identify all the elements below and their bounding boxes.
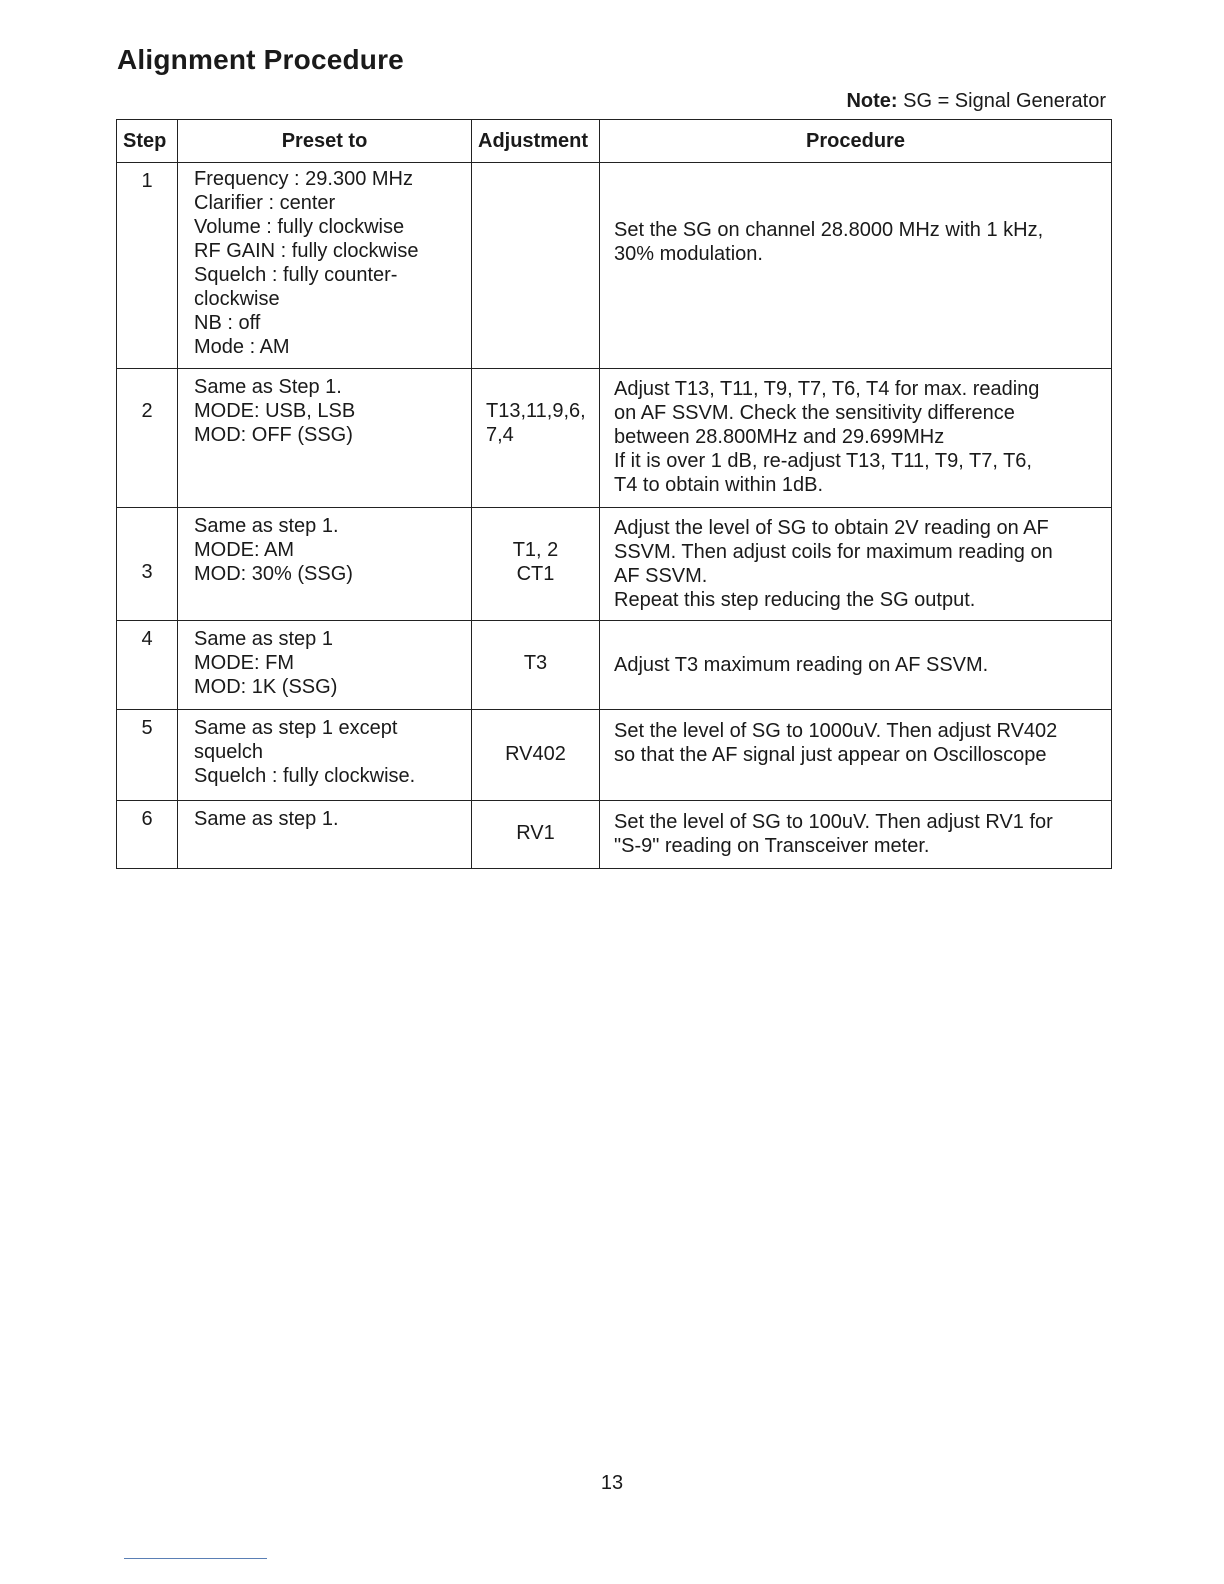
procedure-line: 30% modulation. [614, 243, 763, 265]
step-number: 4 [141, 628, 153, 650]
step-cell [117, 508, 178, 621]
preset-line: Squelch : fully counter- [194, 264, 398, 286]
procedure-line: Adjust the level of SG to obtain 2V reading on AF [614, 517, 1049, 539]
preset-line: Same as step 1. [194, 808, 339, 830]
preset-line: Same as step 1 [194, 628, 333, 650]
preset-line: Clarifier : center [194, 192, 336, 214]
preset-line: Frequency : 29.300 MHz [194, 168, 413, 190]
header-adjustment: Adjustment [472, 120, 600, 163]
step-number: 6 [141, 808, 153, 830]
procedure-line: SSVM. Then adjust coils for maximum reading on [614, 541, 1053, 563]
procedure-cell [600, 710, 1112, 801]
preset-line: MOD: 30% (SSG) [194, 563, 353, 585]
table-row [117, 801, 1112, 869]
preset-cell [178, 508, 472, 621]
preset-line: NB : off [194, 312, 261, 334]
note-label: Note: [846, 90, 898, 112]
note-text: SG = Signal Generator [903, 90, 1106, 112]
procedure-line: Set the level of SG to 1000uV. Then adjust RV402 [614, 720, 1058, 742]
step-cell [117, 369, 178, 508]
preset-line: Mode : AM [194, 336, 290, 358]
step-number: 3 [141, 561, 153, 583]
step-number: 5 [141, 717, 153, 739]
preset-line: Same as step 1 except [194, 717, 398, 739]
adjustment-line: 7,4 [486, 424, 514, 446]
table-row [117, 163, 1112, 369]
page-title: Alignment Procedure [117, 44, 404, 75]
adjustment-cell [472, 710, 600, 801]
procedure-line: so that the AF signal just appear on Oscilloscope [614, 744, 1047, 766]
procedure-line: If it is over 1 dB, re-adjust T13, T11, T9, T7, T6, [614, 450, 1032, 472]
preset-cell [178, 801, 472, 869]
preset-line: MOD: 1K (SSG) [194, 676, 338, 698]
preset-line: MODE: USB, LSB [194, 400, 356, 422]
table-row [117, 710, 1112, 801]
adjustment-cell [472, 369, 600, 508]
procedure-line: Set the level of SG to 100uV. Then adjust RV1 for [614, 811, 1053, 833]
adjustment-line: T1, 2 [512, 539, 559, 561]
preset-cell [178, 710, 472, 801]
adjustment-line: RV402 [505, 743, 566, 765]
preset-line: squelch [194, 741, 263, 763]
procedure-line: Adjust T3 maximum reading on AF SSVM. [614, 654, 989, 676]
adjustment-line: T13,11,9,6, [486, 400, 586, 422]
step-number: 2 [141, 400, 153, 422]
preset-line: clockwise [194, 288, 280, 310]
preset-line: RF GAIN : fully clockwise [194, 240, 419, 262]
procedure-line: Repeat this step reducing the SG output. [614, 589, 976, 611]
alignment-procedure-table [116, 119, 1112, 869]
procedure-line: Set the SG on channel 28.8000 MHz with 1 kHz, [614, 219, 1044, 241]
procedure-line: AF SSVM. [614, 565, 708, 587]
procedure-cell [600, 508, 1112, 621]
procedure-cell [600, 163, 1112, 369]
table-row [117, 621, 1112, 710]
procedure-cell [600, 369, 1112, 508]
preset-line: Same as Step 1. [194, 376, 342, 398]
adjustment-line: RV1 [516, 822, 555, 844]
procedure-line: on AF SSVM. Check the sensitivity difference [614, 402, 1015, 424]
procedure-line: between 28.800MHz and 29.699MHz [614, 426, 945, 448]
adjustment-line: CT1 [516, 563, 555, 585]
preset-cell [178, 621, 472, 710]
preset-line: Same as step 1. [194, 515, 339, 537]
footer-divider [124, 1558, 267, 1559]
preset-line: Squelch : fully clockwise. [194, 765, 416, 787]
table-row [117, 369, 1112, 508]
procedure-line: Adjust T13, T11, T9, T7, T6, T4 for max. reading [614, 378, 1040, 400]
table-header-row [117, 120, 1112, 163]
adjustment-cell [472, 163, 600, 369]
adjustment-line: T3 [523, 652, 548, 674]
table-row [117, 508, 1112, 621]
step-cell [117, 801, 178, 869]
step-cell [117, 621, 178, 710]
note [846, 90, 1106, 113]
preset-cell [178, 369, 472, 508]
page-number: 13 [600, 1472, 624, 1494]
preset-line: Volume : fully clockwise [194, 216, 405, 238]
procedure-cell [600, 621, 1112, 710]
header-procedure: Procedure [600, 120, 1112, 163]
adjustment-cell [472, 621, 600, 710]
preset-line: MODE: FM [194, 652, 294, 674]
header-preset: Preset to [178, 120, 472, 163]
preset-line: MOD: OFF (SSG) [194, 424, 353, 446]
procedure-line: "S-9" reading on Transceiver meter. [614, 835, 930, 857]
procedure-cell [600, 801, 1112, 869]
step-number: 1 [141, 170, 153, 192]
adjustment-cell [472, 508, 600, 621]
adjustment-cell [472, 801, 600, 869]
step-cell [117, 710, 178, 801]
header-step: Step [117, 120, 178, 163]
preset-cell [178, 163, 472, 369]
procedure-line: T4 to obtain within 1dB. [614, 474, 824, 496]
step-cell [117, 163, 178, 369]
preset-line: MODE: AM [194, 539, 295, 561]
